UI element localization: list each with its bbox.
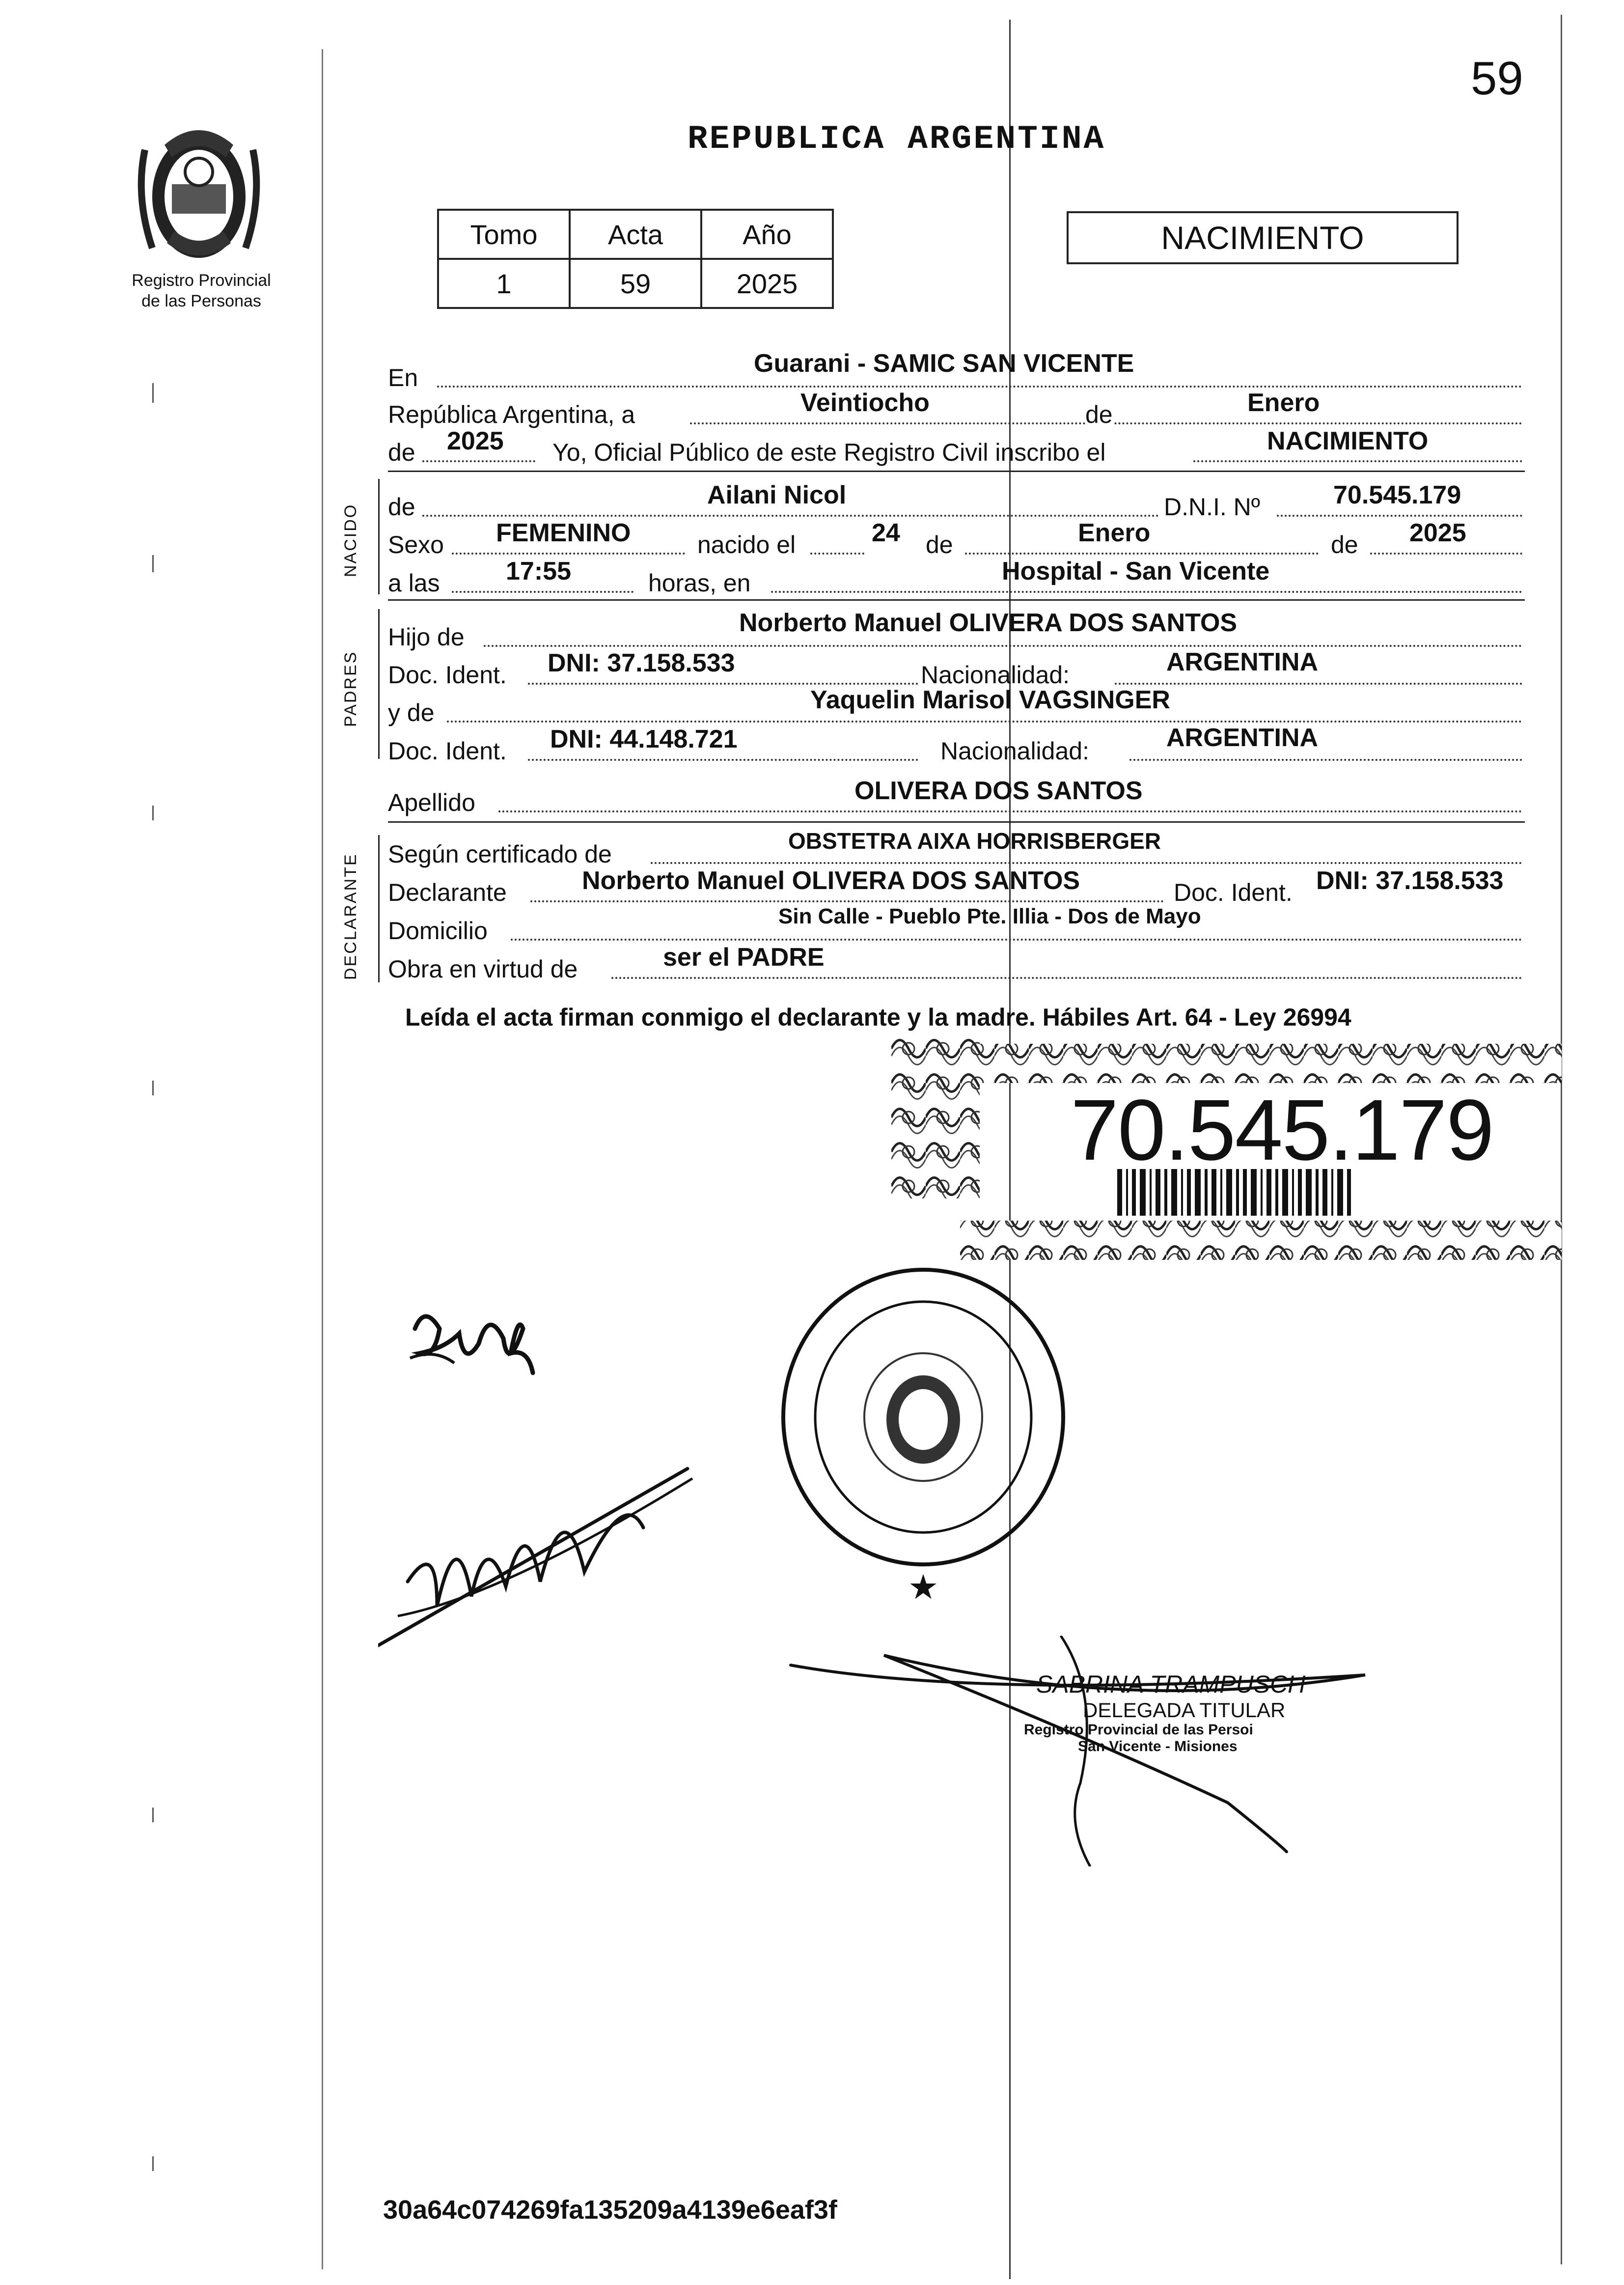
dotted-line: [422, 515, 1159, 517]
sticker-id-number: 70.545.179: [1071, 1082, 1493, 1178]
mother-doc-value: DNI: 44.148.721: [550, 725, 738, 753]
en-value: Guarani - SAMIC SAN VICENTE: [754, 349, 1134, 378]
declarante-section-label: DECLARANTE: [341, 853, 360, 980]
section-bracket: [378, 479, 380, 594]
dotted-line: [422, 460, 535, 462]
father-doc-label: Doc. Ident.: [388, 661, 507, 689]
record-type-box: NACIMIENTO: [1067, 211, 1459, 264]
mother-nationality-label: Nacionalidad:: [940, 737, 1089, 765]
header-anio: Año: [701, 210, 833, 259]
left-margin-rule: [322, 49, 323, 2269]
dotted-line: [1370, 553, 1522, 555]
certificado-value: OBSTETRA AIXA HORRISBERGER: [788, 828, 1161, 854]
declarante-label: Declarante: [388, 879, 507, 906]
margin-mark: [152, 1808, 154, 1822]
year-value: 2025: [447, 427, 504, 455]
apellido-value: OLIVERA DOS SANTOS: [854, 777, 1143, 805]
mother-nationality-value: ARGENTINA: [1166, 724, 1319, 752]
registry-name: [110, 270, 292, 311]
dotted-line: [611, 977, 1522, 979]
margin-mark: [152, 383, 154, 403]
section-bracket: [378, 609, 380, 759]
birth-year-value: 2025: [1409, 519, 1466, 547]
father-name-value: Norberto Manuel OLIVERA DOS SANTOS: [739, 609, 1238, 637]
dotted-line: [437, 386, 1522, 388]
reading-statement: Leída el acta firman conmigo el declarante y la madre. Hábiles Art. 64 - Ley 26994: [405, 1003, 1351, 1031]
value-tomo: 1: [438, 259, 570, 308]
dotted-line: [810, 553, 864, 555]
page-number: 59: [1471, 52, 1523, 105]
country-heading: REPUBLICA ARGENTINA: [688, 120, 1106, 158]
dni-label: D.N.I. Nº: [1164, 493, 1261, 521]
obra-label: Obra en virtud de: [388, 955, 578, 983]
mother-doc-label: Doc. Ident.: [388, 737, 507, 765]
official-initials-signature: [405, 1299, 538, 1393]
document-hash: 30a64c074269fa135209a4139e6eaf3f: [383, 2195, 837, 2225]
dotted-line: [452, 591, 633, 593]
official-role: DELEGADA TITULAR: [1083, 1699, 1286, 1722]
y-de-label: y de: [388, 699, 435, 726]
father-nationality-label: Nacionalidad:: [921, 661, 1070, 689]
dotted-line: [965, 553, 1319, 555]
nacido-el-label: nacido el: [697, 531, 796, 558]
father-doc-value: DNI: 37.158.533: [548, 649, 735, 677]
birth-de2-label: de: [1331, 531, 1358, 558]
sexo-label: Sexo: [388, 531, 444, 558]
declarante-doc-label: Doc. Ident.: [1174, 879, 1293, 906]
header-tomo: Tomo: [438, 210, 570, 259]
de-label: de: [1085, 401, 1113, 428]
a-las-label: a las: [388, 569, 440, 597]
nacido-section-label: NACIDO: [341, 503, 360, 577]
child-dni-value: 70.545.179: [1333, 481, 1461, 509]
dotted-line: [447, 721, 1522, 723]
yo-text: Yo, Oficial Público de este Registro Civil inscribo el: [552, 439, 1106, 466]
province-coat-of-arms-logo: [125, 111, 273, 273]
apellido-label: Apellido: [388, 789, 475, 816]
certificado-label: Según certificado de: [388, 840, 612, 868]
birth-de-label: de: [926, 531, 953, 558]
margin-mark: [152, 2156, 154, 2171]
birth-month-value: Enero: [1078, 519, 1151, 547]
de2-label: de: [388, 439, 415, 466]
declarante-doc-value: DNI: 37.158.533: [1316, 866, 1504, 895]
dotted-line: [484, 645, 1522, 647]
en-label: En: [388, 364, 418, 391]
official-org-line2: San Vicente - Misiones: [1078, 1738, 1238, 1755]
time-value: 17:55: [506, 557, 571, 585]
registry-official-seal: [771, 1240, 1066, 1628]
birth-day-value: 24: [872, 519, 900, 547]
dotted-line: [528, 759, 918, 761]
section-divider: [388, 599, 1525, 601]
header-acta: Acta: [570, 210, 701, 259]
domicilio-label: Domicilio: [388, 917, 488, 945]
declarante-value: Norberto Manuel OLIVERA DOS SANTOS: [582, 866, 1080, 895]
value-acta: 59: [570, 259, 701, 308]
dotted-line: [771, 591, 1522, 593]
dotted-line: [498, 810, 1522, 812]
declarant-signature: [378, 1459, 697, 1655]
day-value: Veintiocho: [800, 389, 930, 417]
sexo-value: FEMENINO: [496, 519, 631, 547]
dotted-line: [1277, 515, 1522, 517]
month-value: Enero: [1247, 389, 1320, 417]
record-table-value-row: [438, 259, 833, 308]
dotted-line: [1129, 759, 1522, 761]
registry-name-line2: de las Personas: [141, 292, 261, 310]
hijo-de-label: Hijo de: [388, 623, 465, 651]
birth-place-value: Hospital - San Vicente: [1002, 557, 1270, 585]
dotted-line: [528, 683, 918, 685]
dotted-line: [1115, 683, 1522, 685]
obra-value: ser el PADRE: [663, 943, 825, 972]
dotted-line: [651, 862, 1522, 864]
dotted-line: [1193, 460, 1522, 462]
margin-mark: [152, 1081, 154, 1095]
official-org-line1: Registro Provincial de las Persoi: [1024, 1722, 1253, 1738]
section-divider: [388, 821, 1525, 823]
padres-section-label: PADRES: [341, 650, 360, 727]
dotted-line: [530, 900, 1164, 902]
svg-text:★: ★: [908, 1568, 939, 1606]
record-number-table: [437, 209, 834, 309]
official-name: SABRINA TRAMPUSCH: [1036, 1671, 1306, 1698]
nacido-de-label: de: [388, 493, 415, 521]
value-anio: 2025: [701, 259, 833, 308]
official-organization: [1024, 1722, 1253, 1755]
republica-label: República Argentina, a: [388, 401, 635, 428]
margin-mark: [152, 806, 154, 820]
mother-name-value: Yaquelin Marisol VAGSINGER: [810, 686, 1170, 714]
father-nationality-value: ARGENTINA: [1166, 648, 1319, 676]
inscribo-value: NACIMIENTO: [1267, 427, 1429, 455]
dotted-line: [452, 553, 685, 555]
dotted-line: [511, 939, 1522, 941]
registry-name-line1: Registro Provincial: [132, 271, 271, 290]
record-table-header-row: [438, 210, 833, 259]
horas-label: horas, en: [648, 569, 751, 597]
section-divider: [388, 471, 1525, 472]
domicilio-value: Sin Calle - Pueblo Pte. Illia - Dos de Mayo: [778, 904, 1201, 928]
section-bracket: [378, 835, 380, 982]
child-name-value: Ailani Nicol: [707, 481, 847, 509]
margin-mark: [152, 555, 154, 572]
